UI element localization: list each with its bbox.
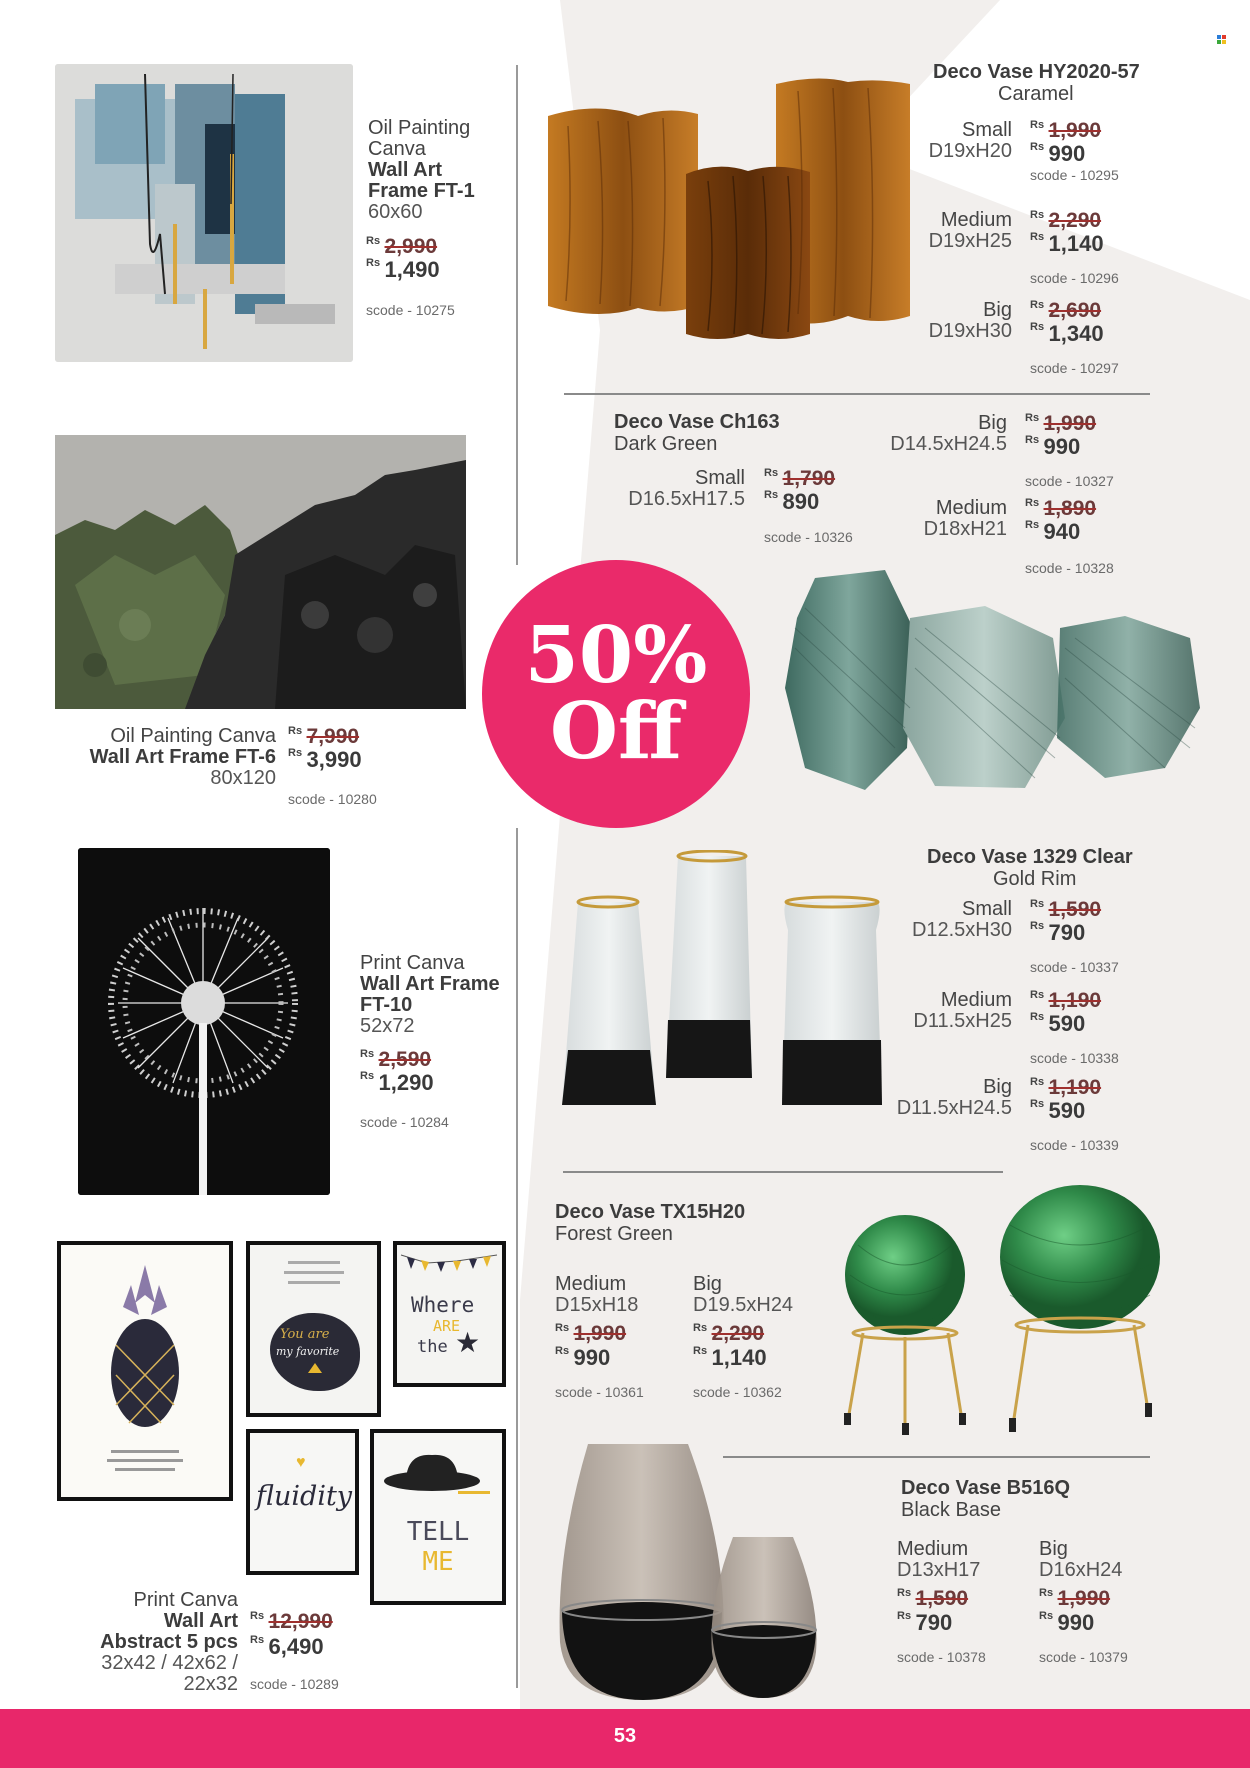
abstract-line2: Wall Art bbox=[163, 1610, 238, 1632]
v1329-small-new-price: $^{Rs}$ 790 bbox=[1030, 920, 1086, 945]
ft6-old-price: $^{Rs}$ 7,990 bbox=[288, 725, 360, 748]
tx15-subtitle: Forest Green bbox=[555, 1223, 673, 1245]
vase-b516q-image bbox=[558, 1442, 818, 1704]
v1329-small-size: D12.5xH30 bbox=[911, 919, 1012, 941]
ft6-scode: scode - 10280 bbox=[288, 791, 377, 807]
tx15-medium-size: D15xH18 bbox=[555, 1294, 639, 1316]
print-tell-me-image bbox=[370, 1429, 506, 1605]
hy2020-medium-label: Medium bbox=[940, 209, 1012, 231]
ch163-big-new-price: $^{Rs}$ 990 bbox=[1025, 434, 1081, 459]
v1329-medium-old-price: $^{Rs}$ 1,190 bbox=[1030, 989, 1102, 1012]
ch163-big-old-price: $^{Rs}$ 1,990 bbox=[1025, 412, 1097, 435]
abstract-new-price: $^{Rs}$ 6,490 bbox=[250, 1634, 324, 1659]
ft1-old-price: $^{Rs}$ 2,990 bbox=[366, 235, 438, 258]
hy2020-small-old-price: $^{Rs}$ 1,990 bbox=[1030, 119, 1102, 142]
v1329-big-size: D11.5xH24.5 bbox=[896, 1097, 1012, 1119]
ft6-line2: Wall Art Frame FT-6 bbox=[89, 746, 276, 768]
v1329-medium-label: Medium bbox=[940, 989, 1012, 1011]
tx15-big-new-price: $^{Rs}$ 1,140 bbox=[693, 1345, 767, 1370]
rule-hy2020 bbox=[564, 393, 1150, 395]
print-you-are-image bbox=[246, 1241, 381, 1417]
hy2020-big-old-price: $^{Rs}$ 2,690 bbox=[1030, 299, 1102, 322]
ch163-medium-scode: scode - 10328 bbox=[1025, 560, 1114, 576]
ch163-small-size: D16.5xH17.5 bbox=[628, 488, 745, 510]
print-ft10-image bbox=[78, 848, 330, 1195]
v1329-small-scode: scode - 10337 bbox=[1030, 959, 1119, 975]
hy2020-small-scode: scode - 10295 bbox=[1030, 167, 1119, 183]
b516q-medium-size: D13xH17 bbox=[897, 1559, 981, 1581]
tx15-big-scode: scode - 10362 bbox=[693, 1384, 782, 1400]
print-fluidity-image bbox=[246, 1429, 359, 1575]
b516q-medium-new-price: $^{Rs}$ 790 bbox=[897, 1610, 953, 1635]
b516q-big-size: D16xH24 bbox=[1039, 1559, 1123, 1581]
v1329-big-label: Big bbox=[983, 1076, 1012, 1098]
tx15-big-size: D19.5xH24 bbox=[693, 1294, 794, 1316]
v1329-title: Deco Vase 1329 Clear bbox=[927, 846, 1133, 868]
abstract-line4: 32x42 / 42x62 / bbox=[101, 1652, 238, 1674]
abstract-old-price: $^{Rs}$ 12,990 bbox=[250, 1610, 333, 1633]
v1329-small-label: Small bbox=[961, 898, 1012, 920]
hy2020-medium-size: D19xH25 bbox=[928, 230, 1012, 252]
v1329-medium-new-price: $^{Rs}$ 590 bbox=[1030, 1011, 1086, 1036]
divider-bottom bbox=[516, 828, 518, 1688]
ch163-big-scode: scode - 10327 bbox=[1025, 473, 1114, 489]
abstract-scode: scode - 10289 bbox=[250, 1676, 339, 1692]
painting-ft1-image bbox=[55, 64, 353, 362]
b516q-medium-scode: scode - 10378 bbox=[897, 1649, 986, 1665]
divider-top bbox=[516, 65, 518, 565]
ch163-big-label: Big bbox=[978, 412, 1007, 434]
v1329-subtitle: Gold Rim bbox=[993, 868, 1077, 890]
hy2020-big-new-price: $^{Rs}$ 1,340 bbox=[1030, 321, 1104, 346]
v1329-big-new-price: $^{Rs}$ 590 bbox=[1030, 1098, 1086, 1123]
ft10-size: 52x72 bbox=[360, 1015, 415, 1037]
ft1-scode: scode - 10275 bbox=[366, 302, 455, 318]
ch163-small-new-price: $^{Rs}$ 890 bbox=[764, 489, 820, 514]
ft1-new-price: $^{Rs}$ 1,490 bbox=[366, 257, 440, 282]
ft10-line1: Print Canva bbox=[360, 952, 465, 974]
print-where-image bbox=[393, 1241, 506, 1387]
the-text: the bbox=[417, 1337, 448, 1357]
ft10-old-price: $^{Rs}$ 2,590 bbox=[360, 1048, 432, 1071]
discount-badge bbox=[482, 560, 750, 828]
hy2020-medium-old-price: $^{Rs}$ 2,290 bbox=[1030, 209, 1102, 232]
star-icon: ★ bbox=[455, 1327, 481, 1358]
me-text: ME bbox=[422, 1547, 454, 1577]
tx15-big-label: Big bbox=[693, 1273, 722, 1295]
tx15-big-old-price: $^{Rs}$ 2,290 bbox=[693, 1322, 765, 1345]
tx15-title: Deco Vase TX15H20 bbox=[555, 1201, 746, 1223]
fluidity-text: fluidity bbox=[256, 1481, 353, 1512]
ft1-line2: Canva bbox=[368, 138, 426, 160]
hy2020-big-scode: scode - 10297 bbox=[1030, 360, 1119, 376]
ch163-title: Deco Vase Ch163 bbox=[614, 411, 780, 433]
b516q-big-scode: scode - 10379 bbox=[1039, 1649, 1128, 1665]
ft1-line1: Oil Painting bbox=[368, 117, 471, 139]
vase-1329-image bbox=[556, 850, 886, 1115]
are-text: ARE bbox=[433, 1317, 461, 1335]
ch163-medium-label: Medium bbox=[935, 497, 1007, 519]
hy2020-big-label: Big bbox=[983, 299, 1012, 321]
vase-tx15-image bbox=[838, 1185, 1163, 1440]
ft6-line1: Oil Painting Canva bbox=[110, 725, 276, 747]
b516q-title: Deco Vase B516Q bbox=[901, 1477, 1070, 1499]
you-are-text: You are bbox=[280, 1327, 330, 1342]
b516q-medium-old-price: $^{Rs}$ 1,590 bbox=[897, 1587, 969, 1610]
b516q-big-old-price: $^{Rs}$ 1,990 bbox=[1039, 1587, 1111, 1610]
v1329-big-scode: scode - 10339 bbox=[1030, 1137, 1119, 1153]
print-pineapple-image bbox=[57, 1241, 233, 1501]
vase-ch163-image bbox=[785, 568, 1200, 793]
hy2020-subtitle: Caramel bbox=[998, 83, 1074, 105]
b516q-big-new-price: $^{Rs}$ 990 bbox=[1039, 1610, 1095, 1635]
where-text: Where bbox=[411, 1293, 475, 1317]
heart-icon: ♥ bbox=[296, 1454, 306, 1471]
v1329-small-old-price: $^{Rs}$ 1,590 bbox=[1030, 898, 1102, 921]
tell-text: TELL bbox=[406, 1517, 470, 1547]
ch163-small-scode: scode - 10326 bbox=[764, 529, 853, 545]
tx15-medium-scode: scode - 10361 bbox=[555, 1384, 644, 1400]
corner-marker-icon bbox=[1217, 35, 1226, 44]
discount-off: Off bbox=[550, 686, 682, 777]
ft6-size: 80x120 bbox=[210, 767, 276, 789]
hy2020-small-label: Small bbox=[961, 119, 1012, 141]
tx15-medium-old-price: $^{Rs}$ 1,990 bbox=[555, 1322, 627, 1345]
abstract-line3: Abstract 5 pcs bbox=[100, 1631, 238, 1653]
ft10-new-price: $^{Rs}$ 1,290 bbox=[360, 1070, 434, 1095]
ft6-new-price: $^{Rs}$ 3,990 bbox=[288, 747, 362, 772]
ft10-line2: Wall Art Frame bbox=[360, 973, 500, 995]
ft10-line3: FT-10 bbox=[360, 994, 413, 1016]
ft10-scode: scode - 10284 bbox=[360, 1114, 449, 1130]
ft1-line3: Wall Art bbox=[368, 159, 443, 181]
hy2020-title: Deco Vase HY2020-57 bbox=[933, 61, 1140, 83]
ft1-line4: Frame FT-1 bbox=[368, 180, 475, 202]
v1329-medium-size: D11.5xH25 bbox=[913, 1010, 1012, 1032]
v1329-medium-scode: scode - 10338 bbox=[1030, 1050, 1119, 1066]
ch163-medium-new-price: $^{Rs}$ 940 bbox=[1025, 519, 1081, 544]
abstract-line5: 22x32 bbox=[183, 1673, 238, 1695]
tx15-medium-label: Medium bbox=[555, 1273, 627, 1295]
ch163-medium-old-price: $^{Rs}$ 1,890 bbox=[1025, 497, 1097, 520]
b516q-big-label: Big bbox=[1039, 1538, 1068, 1560]
hy2020-small-new-price: $^{Rs}$ 990 bbox=[1030, 141, 1086, 166]
b516q-subtitle: Black Base bbox=[901, 1499, 1002, 1521]
ch163-medium-size: D18xH21 bbox=[923, 518, 1007, 540]
hy2020-big-size: D19xH30 bbox=[928, 320, 1012, 342]
rule-1329 bbox=[563, 1171, 1003, 1173]
ch163-small-label: Small bbox=[694, 467, 745, 489]
discount-percent: 50% bbox=[524, 610, 708, 701]
v1329-big-old-price: $^{Rs}$ 1,190 bbox=[1030, 1076, 1102, 1099]
painting-ft6-image bbox=[55, 435, 466, 709]
ft1-size: 60x60 bbox=[368, 201, 423, 223]
hy2020-medium-scode: scode - 10296 bbox=[1030, 270, 1119, 286]
ch163-small-old-price: $^{Rs}$ 1,790 bbox=[764, 467, 836, 490]
page-number: 53 bbox=[613, 1725, 637, 1747]
ch163-subtitle: Dark Green bbox=[614, 433, 718, 455]
hy2020-small-size: D19xH20 bbox=[928, 140, 1012, 162]
ch163-big-size: D14.5xH24.5 bbox=[890, 433, 1007, 455]
b516q-medium-label: Medium bbox=[897, 1538, 969, 1560]
tx15-medium-new-price: $^{Rs}$ 990 bbox=[555, 1345, 611, 1370]
my-favorite-text: my favorite bbox=[276, 1345, 340, 1358]
abstract-line1: Print Canva bbox=[133, 1589, 238, 1611]
hy2020-medium-new-price: $^{Rs}$ 1,140 bbox=[1030, 231, 1104, 256]
